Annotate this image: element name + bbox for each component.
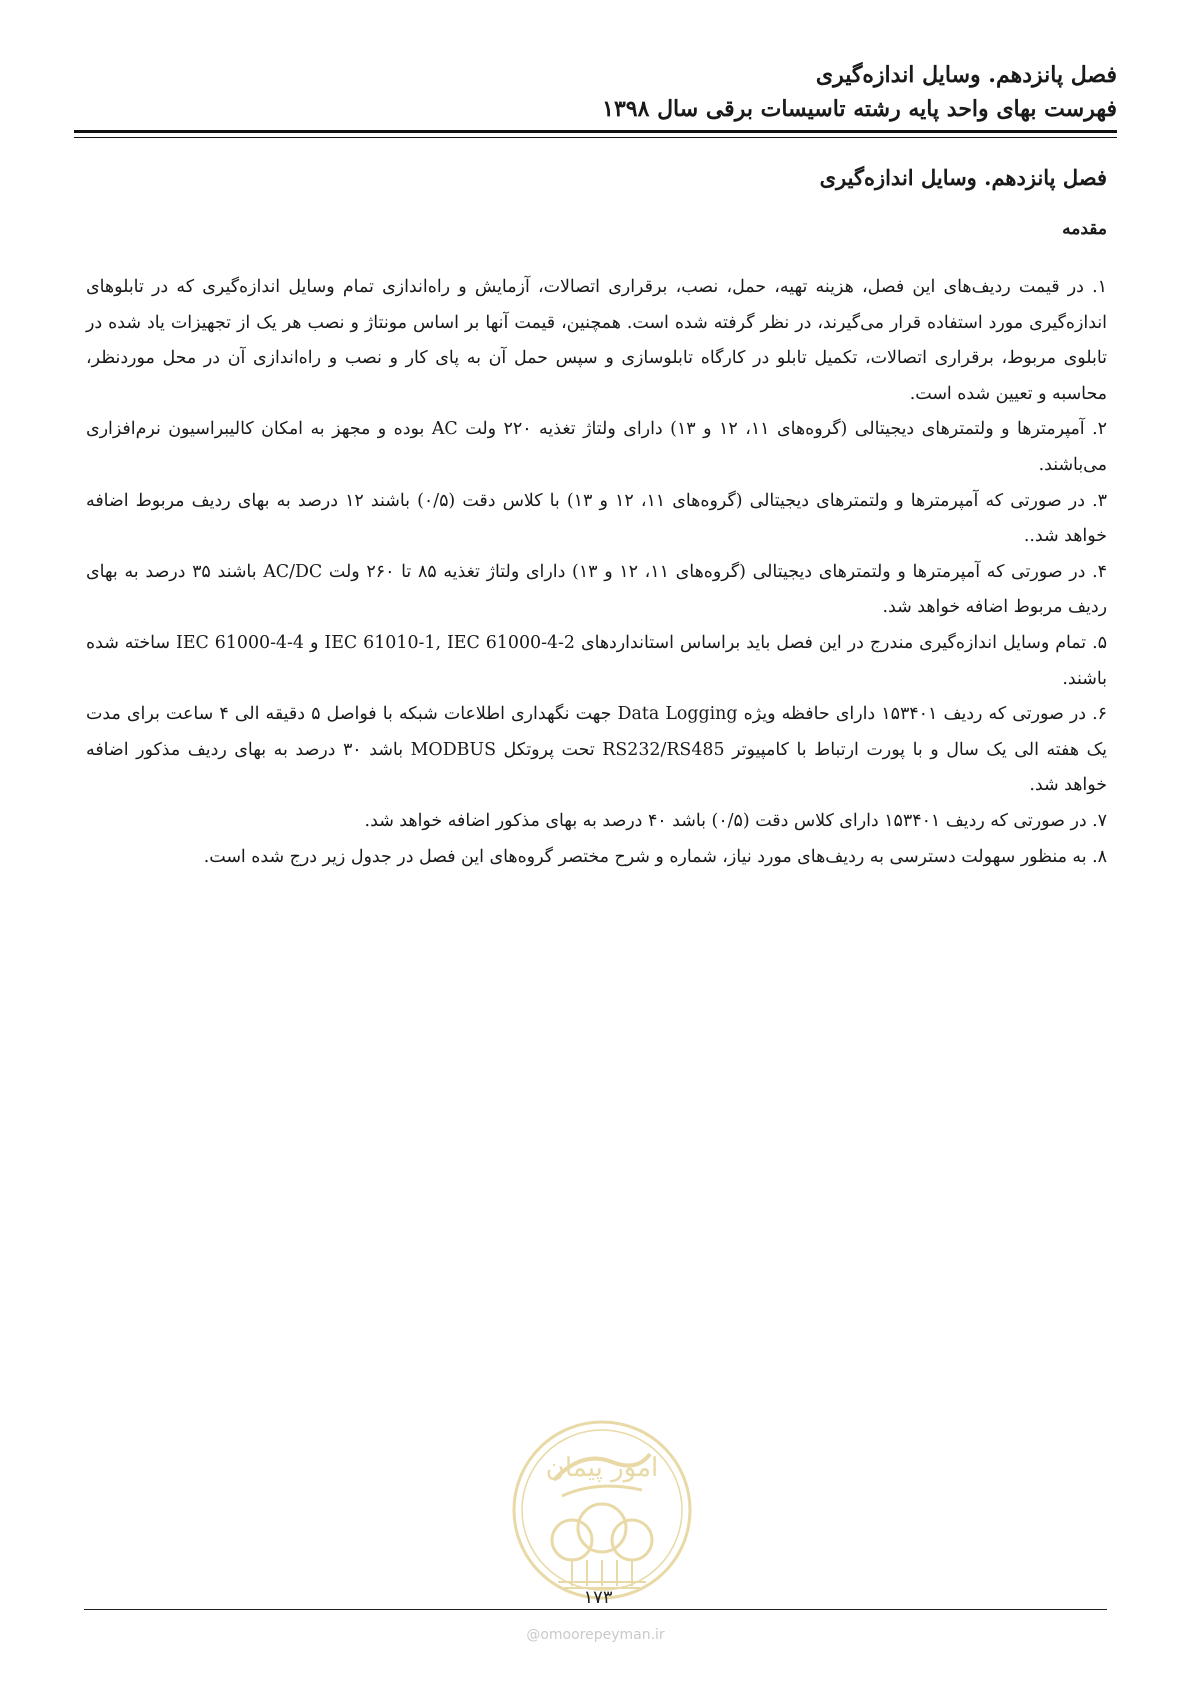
paragraph-8: ۸. به منظور سهولت دسترسی به ردیف‌های مورد نیاز، شماره و شرح مختصر گروه‌های این فصل در جدول زیر درج شده است.: [203, 846, 1107, 867]
intro-title: مقدمه: [1062, 219, 1107, 239]
header-rule-thin: [74, 137, 1117, 138]
paragraph-4: ۴. در صورتی که آمپرمترها و ولتمترهای دیجیتالی (گروه‌های ۱۱، ۱۲ و ۱۳) دارای ولتاژ تغذیه ۸۵ تا ۲۶۰ ولت AC/DC باشند ۳۵ درصد به بهای ردیف مربوط اضافه خواهد شد.: [86, 561, 1107, 618]
running-header: [74, 58, 1117, 126]
paragraph-2: ۲. آمپرمترها و ولتمترهای دیجیتالی (گروه‌های ۱۱، ۱۲ و ۱۳) دارای ولتاژ تغذیه ۲۲۰ ولت AC بوده و مجهز به امکان کالیبراسیون نرم‌افزاری می‌باشند.: [86, 419, 1107, 475]
page-number: ۱۷۳: [583, 1587, 613, 1608]
header-catalog: فهرست بهای واحد پایه رشته تاسیسات برقی سال ۱۳۹۸: [602, 96, 1117, 122]
chapter-title: فصل پانزدهم. وسایل اندازه‌گیری: [819, 165, 1107, 190]
paragraph-1: ۱. در قیمت ردیف‌های این فصل، هزینه تهیه، حمل، نصب، برقراری اتصالات، آزمایش و راه‌اندازی تمام وسایل اندازه‌گیری که در تابلوهای اندازه‌گیری مورد استفاده قرار می‌گیرند، در نظر گرفته شده است. همچنین، قیمت آنها بر اساس مونتاژ و نصب هر یک از تجهیزات یاد شده در تابلوی مربوط، برقراری اتصالات، تکمیل تابلو در کارگاه تابلوسازی و سپس حمل آن به پای کار و نصب و راه‌اندازی آن در محل موردنظر، محاسبه و تعیین شده است.: [86, 277, 1107, 404]
paragraph-5: ۵. تمام وسایل اندازه‌گیری مندرج در این فصل باید براساس استانداردهای IEC 61010-1, IEC 61000-4-2 و IEC 61000-4-4 ساخته شده باشند.: [86, 632, 1107, 689]
paragraph-6: ۶. در صورتی که ردیف ۱۵۳۴۰۱ دارای حافظه ویژه Data Logging جهت نگهداری اطلاعات شبکه با فواصل ۵ دقیقه الی ۴ ساعت برای مدت یک هفته الی یک سال و با پورت ارتباط با کامپیوتر RS232/RS485 تحت پروتکل MODBUS باشد ۳۰ درصد به بهای ردیف مذکور اضافه خواهد شد.: [86, 704, 1107, 796]
footer-rule: [84, 1609, 1107, 1610]
watermark-logo-text: امور پیمان: [545, 1453, 659, 1483]
paragraph-7: ۷. در صورتی که ردیف ۱۵۳۴۰۱ دارای کلاس دقت (۰/۵) باشد ۴۰ درصد به بهای مذکور اضافه خواهد شد.: [364, 810, 1107, 831]
paragraph-3: ۳. در صورتی که آمپرمترها و ولتمترهای دیجیتالی (گروه‌های ۱۱، ۱۲ و ۱۳) با کلاس دقت (۰/۵) باشند ۱۲ درصد به بهای ردیف مربوط اضافه خواهد شد..: [86, 490, 1107, 547]
body-text: [86, 270, 1107, 875]
header-rule-thick: [74, 130, 1117, 133]
header-chapter: فصل پانزدهم. وسایل اندازه‌گیری: [815, 62, 1117, 88]
watermark-site: @omoorepeyman.ir: [526, 1627, 665, 1643]
watermark-logo-icon: [502, 1410, 702, 1610]
